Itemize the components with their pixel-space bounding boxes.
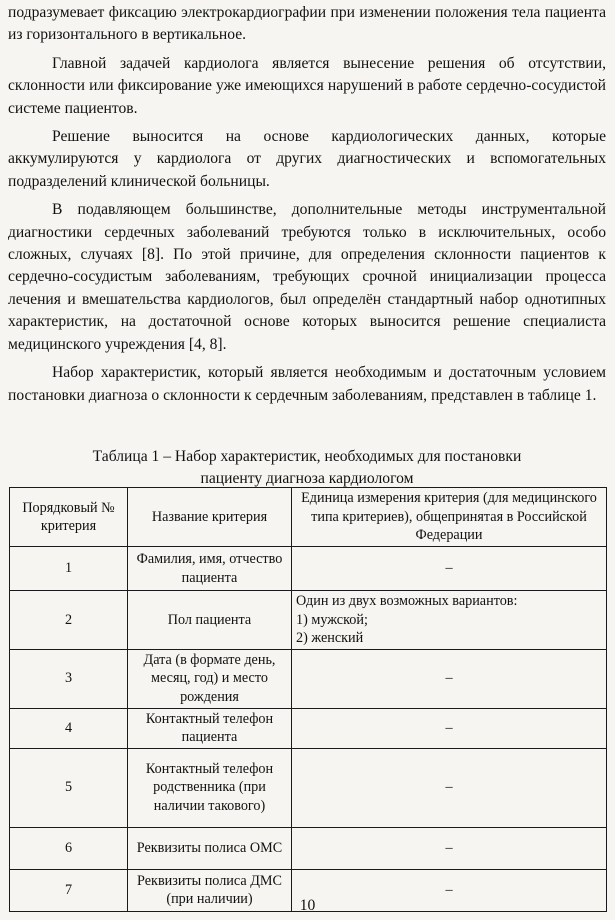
table-caption <box>8 446 606 490</box>
cell-number: 4 <box>10 708 128 748</box>
paragraph: В подавляющем большинстве, дополнительные методы инструментальной диагностики сердечных заболеваний требуются только в исключительных, особо сложных, случаях [8]. По этой причине, для определения склонности пациентов к сердечно-сосудистым заболеваниям, требующих срочной инициализации процесса лечения и вмешательства кардиологов, был определён стандартный набор однотипных характеристик, на достаточной основе которых выносится решение специалиста медицинского учреждения [4, 8]. <box>8 201 606 353</box>
cell-number: 6 <box>10 827 128 869</box>
table-row <box>10 708 607 748</box>
cell-number: 1 <box>10 547 128 591</box>
cell-name: Реквизиты полиса ДМС (при наличии) <box>128 869 292 911</box>
unit-option-line: Один из двух возможных вариантов: <box>296 593 518 609</box>
cell-unit: – <box>292 649 607 708</box>
cell-name: Фамилия, имя, отчество пациента <box>128 547 292 591</box>
cell-unit <box>292 591 607 650</box>
unit-option-line: 1) мужской; <box>296 611 368 628</box>
cell-unit: – <box>292 748 607 827</box>
table-row <box>10 827 607 869</box>
cell-name: Реквизиты полиса ОМС <box>128 827 292 869</box>
table-header-row <box>10 488 607 547</box>
cell-unit: – <box>292 547 607 591</box>
paragraph: Главной задачей кардиолога является вынесение решения об отсутствии, склонности или фиксирование уже имеющихся нарушений в работе сердечно-сосудистой системе пациентов. <box>8 54 606 117</box>
table-caption-line: пациенту диагноза кардиологом <box>200 470 414 487</box>
paragraph: Набор характеристик, который является необходимым и достаточным условием постановки диагноза о склонности к сердечным заболеваниям, представлен в таблице 1. <box>8 364 606 404</box>
paragraph: Решение выносится на основе кардиологических данных, которые аккумулируются у кардиолога от других диагностических и вспомогательных подразделений клинической больницы. <box>8 128 606 190</box>
cell-name: Пол пациента <box>128 591 292 650</box>
cell-name: Контактный телефон пациента <box>128 708 292 748</box>
table-row <box>10 547 607 591</box>
body-text <box>8 2 606 413</box>
header-number: Порядковый № критерия <box>10 488 128 547</box>
criteria-table <box>9 487 607 912</box>
table-row <box>10 591 607 650</box>
unit-option-line: 2) женский <box>296 630 364 646</box>
table-row <box>10 748 607 827</box>
cell-name: Дата (в формате день, месяц, год) и место рождения <box>128 649 292 708</box>
table-caption-line: Таблица 1 – Набор характеристик, необходимых для постановки <box>92 448 522 465</box>
cell-name: Контактный телефон родственника (при наличии такового) <box>128 748 292 827</box>
table-row <box>10 649 607 708</box>
header-name: Название критерия <box>128 488 292 547</box>
paragraph-continuation: подразумевает фиксацию электрокардиографии при изменении положения тела пациента из горизонтального в вертикальное. <box>8 4 606 44</box>
cell-number: 7 <box>10 869 128 911</box>
cell-unit: – <box>292 869 607 911</box>
cell-number: 3 <box>10 649 128 708</box>
cell-number: 5 <box>10 748 128 827</box>
cell-number: 2 <box>10 591 128 650</box>
cell-unit: – <box>292 708 607 748</box>
header-unit: Единица измерения критерия (для медицинского типа критериев), общепринятая в Российской Федерации <box>292 488 607 547</box>
cell-unit: – <box>292 827 607 869</box>
page-number: 10 <box>299 897 316 914</box>
